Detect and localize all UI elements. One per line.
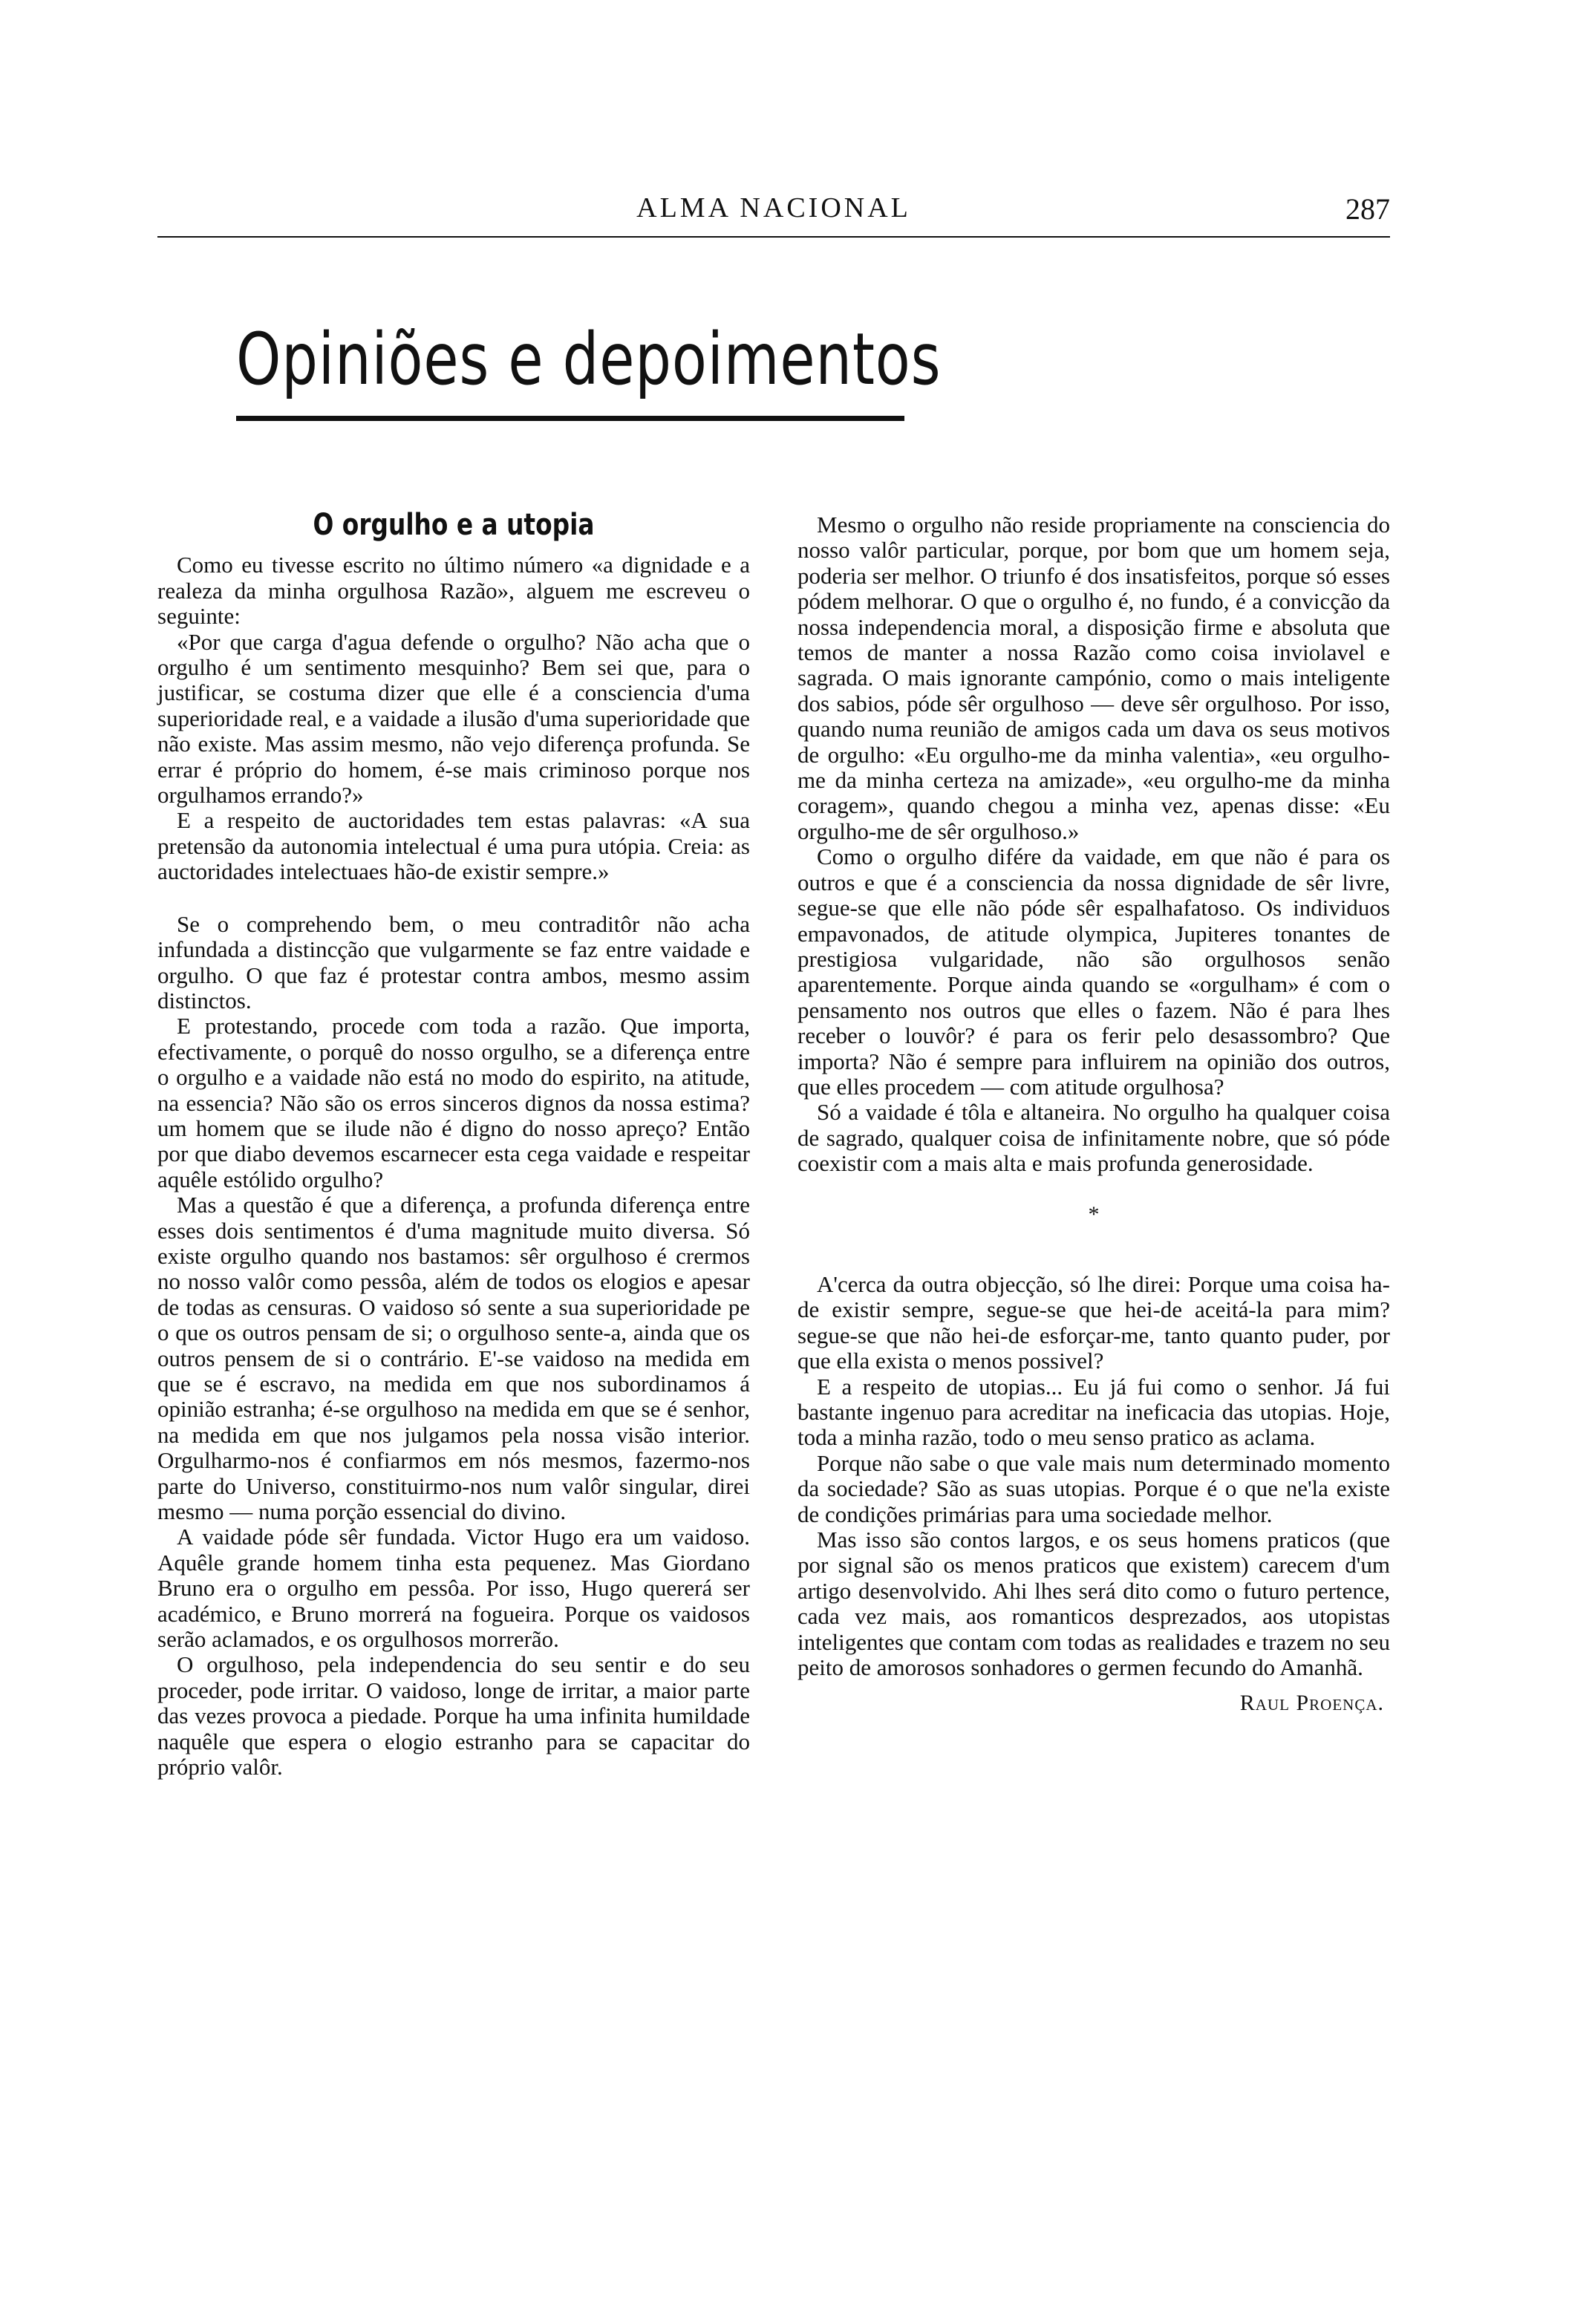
article-title: O orgulho e a utopia (313, 508, 595, 542)
header-rule (157, 236, 1390, 238)
paragraph: E a respeito de utopias... Eu já fui como o senhor. Já fui bastante ingenuo para acreditar na ineficacia das utopias. Hoje, toda a minha razão, todo o meu senso pratico as aclama. (797, 1373, 1390, 1451)
paragraph: Porque não sabe o que vale mais num determinado momento da sociedade? São as suas utopias. Porque é o que ne'la existe de condições primárias para uma sociedade melhor. (797, 1449, 1390, 1527)
journal-title: ALMA NACIONAL (636, 192, 911, 223)
paragraph: Mas isso são contos largos, e os seus homens praticos (que por signal são os menos praticos que existem) carecem d'um artigo desenvolvido. Ahi lhes será dito como o futuro pertence, cada vez mais, aos romanticos desprezados, aos utopistas inteligentes que contam com todas as realidades e trazem no seu peito de amorosos sonhadores o germen fecundo do Amanhã. (797, 1527, 1390, 1681)
paragraph: Mas a questão é que a diferença, a profunda diferença entre esses dois sentimentos é d'uma magnitude muito diversa. Só existe orgulho quando nos bastamos: sêr orgulhoso é crermos no nosso valôr como pessôa, além de todos os elogios e apesar de todas as censuras. O vaidoso só sente a sua superioridade pe o que os outros pensam de si; o orgulhoso sente-a, ainda que os outros pensem de si o contrário. E'-se vaidoso na medida em que se é escravo, na medida em que nos subordinamos á opinião estranha; é-se orgulhoso na medida em que se é senhor, na medida em que nos julgamos pela nossa visão interior. Orgulharmo-nos é confiarmos em nós mesmos, fazermo-nos parte do Universo, constituirmo-nos num valôr singular, direi mesmo — numa porção essencial do divino. (157, 1192, 750, 1525)
paragraph: A'cerca da outra objecção, só lhe direi: Porque uma coisa ha-de existir sempre, segue-se que hei-de aceitá-la para mim? segue-se que não hei-de esforçar-me, tanto quanto puder, por que ella exista o menos possivel? (797, 1270, 1390, 1374)
paragraph: Se o comprehendo bem, o meu contraditôr não acha infundada a distincção que vulgarmente se faz entre vaidade e orgulho. O que faz é protestar contra ambos, mesmo assim distinctos. (157, 910, 750, 1014)
section-title: Opiniões e depoimentos (236, 318, 942, 401)
paragraph: Como o orgulho difére da vaidade, em que não é para os outros e que é a consciencia da nossa dignidade de sêr livre, segue-se que elle não póde sêr espalhafatoso. Os individuos empavonados, de atitude olympica, Jupiteres tonantes de prestigiosa vulgaridade, não são orgulhosos senão aparentemente. Porque ainda quando se «orgulham» é com o pensamento nos outros que elles o fazem. Não é para lhes receber o louvôr? é para os ferir pelo desassombro? Que importa? Não é sempre para influirem na opinião dos outros, que elles procedem — com atitude orgulhosa? (797, 843, 1390, 1100)
left-column (157, 508, 750, 1780)
paragraph: Como eu tivesse escrito no último número «a dignidade e a realeza da minha orgulhosa Razão», alguem me escreveu o seguinte: (157, 552, 750, 630)
section-separator: * (1088, 1201, 1100, 1227)
paragraph-gap (157, 885, 750, 912)
right-column (797, 512, 1390, 1717)
paragraph: E protestando, procede com toda a razão. Que importa, efectivamente, o porquê do nosso orgulho, se a diferença entre o orgulho e a vaidade não está no modo do espirito, na atitude, na essencia? Não são os erros sinceros dignos da nossa estima? um homem que se ilude não é digno do nosso apreço? Então por que diabo devemos escarnecer esta cega vaidade e respeitar aquêle estólido orgulho? (157, 1013, 750, 1192)
author-signature: Raul Proença. (1239, 1691, 1384, 1716)
page-number: 287 (1345, 192, 1390, 226)
paragraph: A vaidade póde sêr fundada. Victor Hugo era um vaidoso. Aquêle grande homem tinha esta pequenez. Mas Giordano Bruno era o orgulho em pessôa. Por isso, Hugo quererá ser académico, e Bruno morrerá na fogueira. Porque os vaidosos serão aclamados, e os orgulhosos morrerão. (157, 1524, 750, 1653)
paragraph: Só a vaidade é tôla e altaneira. No orgulho ha qualquer coisa de sagrado, qualquer coisa de infinitamente nobre, que só póde coexistir com a mais alta e mais profunda generosidade. (797, 1099, 1390, 1177)
paragraph: «Por que carga d'agua defende o orgulho? Não acha que o orgulho é um sentimento mesquinho? Bem sei que, para o justificar, se costuma dizer que elle é a consciencia d'uma superioridade real, e a vaidade a ilusão d'uma superioridade que não existe. Mas assim mesmo, não vejo diferença profunda. Se errar é próprio do homem, é-se mais criminoso porque nos orgulhamos errando?» (157, 628, 750, 809)
paragraph: E a respeito de auctoridades tem estas palavras: «A sua pretensão da autonomia intelectual é uma pura utópia. Creia: as auctoridades intelectuaes hão-de existir sempre.» (157, 807, 750, 885)
title-rule (236, 416, 904, 421)
paragraph: Mesmo o orgulho não reside propriamente na consciencia do nosso valôr particular, porque, por bom que um homem seja, poderia ser melhor. O triunfo é dos insatisfeitos, porque só esses pódem melhorar. O que o orgulho é, no fundo, é a convicção da nossa independencia moral, a disposição firme e absoluta que temos de manter a nossa Razão como coisa inviolavel e sagrada. O mais ignorante campónio, como o mais inteligente dos sabios, póde sêr orgulhoso — deve sêr orgulhoso. Por isso, quando numa reunião de amigos cada um dava os seus motivos de orgulho: «Eu orgulho-me da minha valentia», «eu orgulho-me da minha certeza na amizade», «eu orgulho-me da minha coragem», quando chegou a minha vez, apenas disse: «Eu orgulho-me de sêr orgulhoso.» (797, 512, 1390, 844)
paragraph: O orgulhoso, pela independencia do seu sentir e do seu proceder, pode irritar. O vaidoso, longe de irritar, a maior parte das vezes provoca a piedade. Porque ha uma infinita humildade naquêle que espera o elogio estranho para se capacitar do próprio valôr. (157, 1651, 750, 1780)
running-head (157, 192, 1390, 229)
